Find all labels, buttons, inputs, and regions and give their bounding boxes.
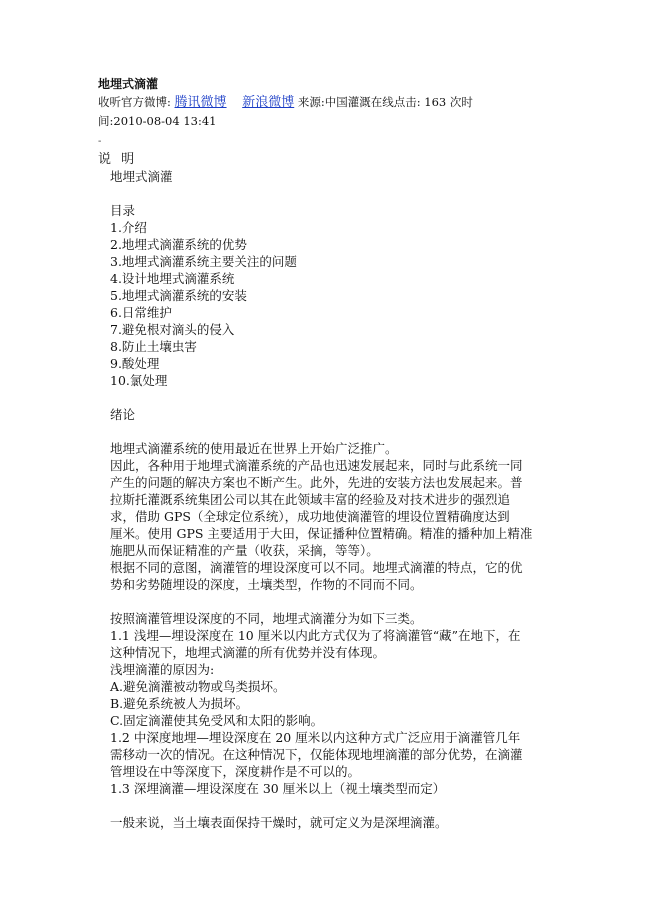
body-line: B.避免系统被人为损坏。	[110, 696, 249, 711]
body-line: 4.设计地埋式滴灌系统	[110, 271, 235, 286]
body-line: 10.氯处理	[110, 373, 168, 388]
body-line: 目录	[110, 203, 136, 218]
body-line: 1.2 中深度地埋—埋设深度在 20 厘米以内这种方式广泛应用于滴灌管几年	[110, 730, 521, 745]
body-line: 8.防止土壤虫害	[110, 339, 197, 354]
clicks-value: 163 次	[424, 95, 462, 109]
blank-line	[110, 797, 550, 814]
body-line: 5.地埋式滴灌系统的安装	[110, 288, 247, 303]
clicks-label: 点击:	[393, 95, 421, 109]
body-line: 施肥从而保证精准的产量（收获，采摘，等等）。	[110, 543, 379, 558]
body-line: 1.介绍	[110, 220, 147, 235]
body-line: 1.3 深埋滴灌—埋设深度在 30 厘米以上（视土壤类型而定）	[110, 781, 446, 796]
body-line: 6.日常维护	[110, 305, 172, 320]
source-label: 来源:中国灌溉在线	[297, 95, 394, 109]
body-line: 求，借助 GPS（全球定位系统），成功地使滴灌管的埋设位置精确度达到	[110, 509, 510, 524]
body-line: A.避免滴灌被动物或鸟类损坏。	[110, 679, 286, 694]
body-line: 这种情况下，地埋式滴灌的所有优势并没有体现。	[110, 645, 386, 660]
blank-line	[110, 185, 550, 202]
body-line: 产生的问题的解决方案也不断产生。此外，先进的安装方法也发展起来。普	[110, 475, 523, 490]
section-heading: 说 明	[98, 152, 138, 167]
body-line: 绪论	[110, 407, 136, 422]
body-line: 需移动一次的情况。在这种情况下，仅能体现地埋滴灌的部分优势，在滴灌	[110, 747, 523, 762]
blank-line	[110, 593, 550, 610]
article-title: 地埋式滴灌	[98, 77, 159, 91]
body-line: 厘米。使用 GPS 主要适用于大田，保证播种位置精确。精准的播种加上精准	[110, 526, 533, 541]
divider-dash: -	[98, 136, 102, 147]
body-line: 因此，各种用于地埋式滴灌系统的产品也迅速发展起来，同时与此系统一同	[110, 458, 523, 473]
body-line: 拉斯托灌溉系统集团公司以其在此领域丰富的经验及对技术进步的强烈追	[110, 492, 511, 507]
article	[98, 76, 550, 831]
article-meta	[98, 93, 550, 131]
body-line: 管埋设在中等深度下，深度耕作是不可以的。	[110, 764, 361, 779]
body-line: 地埋式滴灌系统的使用最近在世界上开始广泛推广。	[110, 441, 398, 456]
blank-line	[110, 423, 550, 440]
body-line: C.固定滴灌使其免受风和太阳的影响。	[110, 713, 324, 728]
blank-line	[110, 389, 550, 406]
body-line: 浅埋滴灌的原因为:	[110, 662, 215, 677]
body-line: 7.避免根对滴头的侵入	[110, 322, 235, 337]
body-line: 根据不同的意图，滴灌管的埋设深度可以不同。地埋式滴灌的特点，它的优	[110, 560, 523, 575]
follow-label: 收听官方微博:	[98, 95, 171, 109]
body-line: 1.1 浅埋—埋设深度在 10 厘米以内此方式仅为了将滴灌管“藏”在地下，在	[110, 628, 521, 643]
sina-weibo-link[interactable]: 新浪微博	[242, 95, 295, 110]
body-line: 3.地埋式滴灌系统主要关注的问题	[110, 254, 297, 269]
time-label-start: 时	[461, 95, 473, 109]
body-line: 一般来说，当土壤表面保持干燥时，就可定义为是深埋滴灌。	[110, 815, 448, 830]
tencent-weibo-link[interactable]: 腾讯微博	[174, 95, 227, 110]
publish-time: 间:2010-08-04 13:41	[98, 114, 217, 128]
body-line: 2.地埋式滴灌系统的优势	[110, 237, 247, 252]
article-body	[110, 168, 550, 831]
body-line: 9.酸处理	[110, 356, 160, 371]
body-line: 地埋式滴灌	[110, 169, 173, 184]
body-line: 按照滴灌管埋设深度的不同，地埋式滴灌分为如下三类。	[110, 611, 423, 626]
body-line: 势和劣势随埋设的深度，土壤类型，作物的不同而不同。	[110, 577, 423, 592]
